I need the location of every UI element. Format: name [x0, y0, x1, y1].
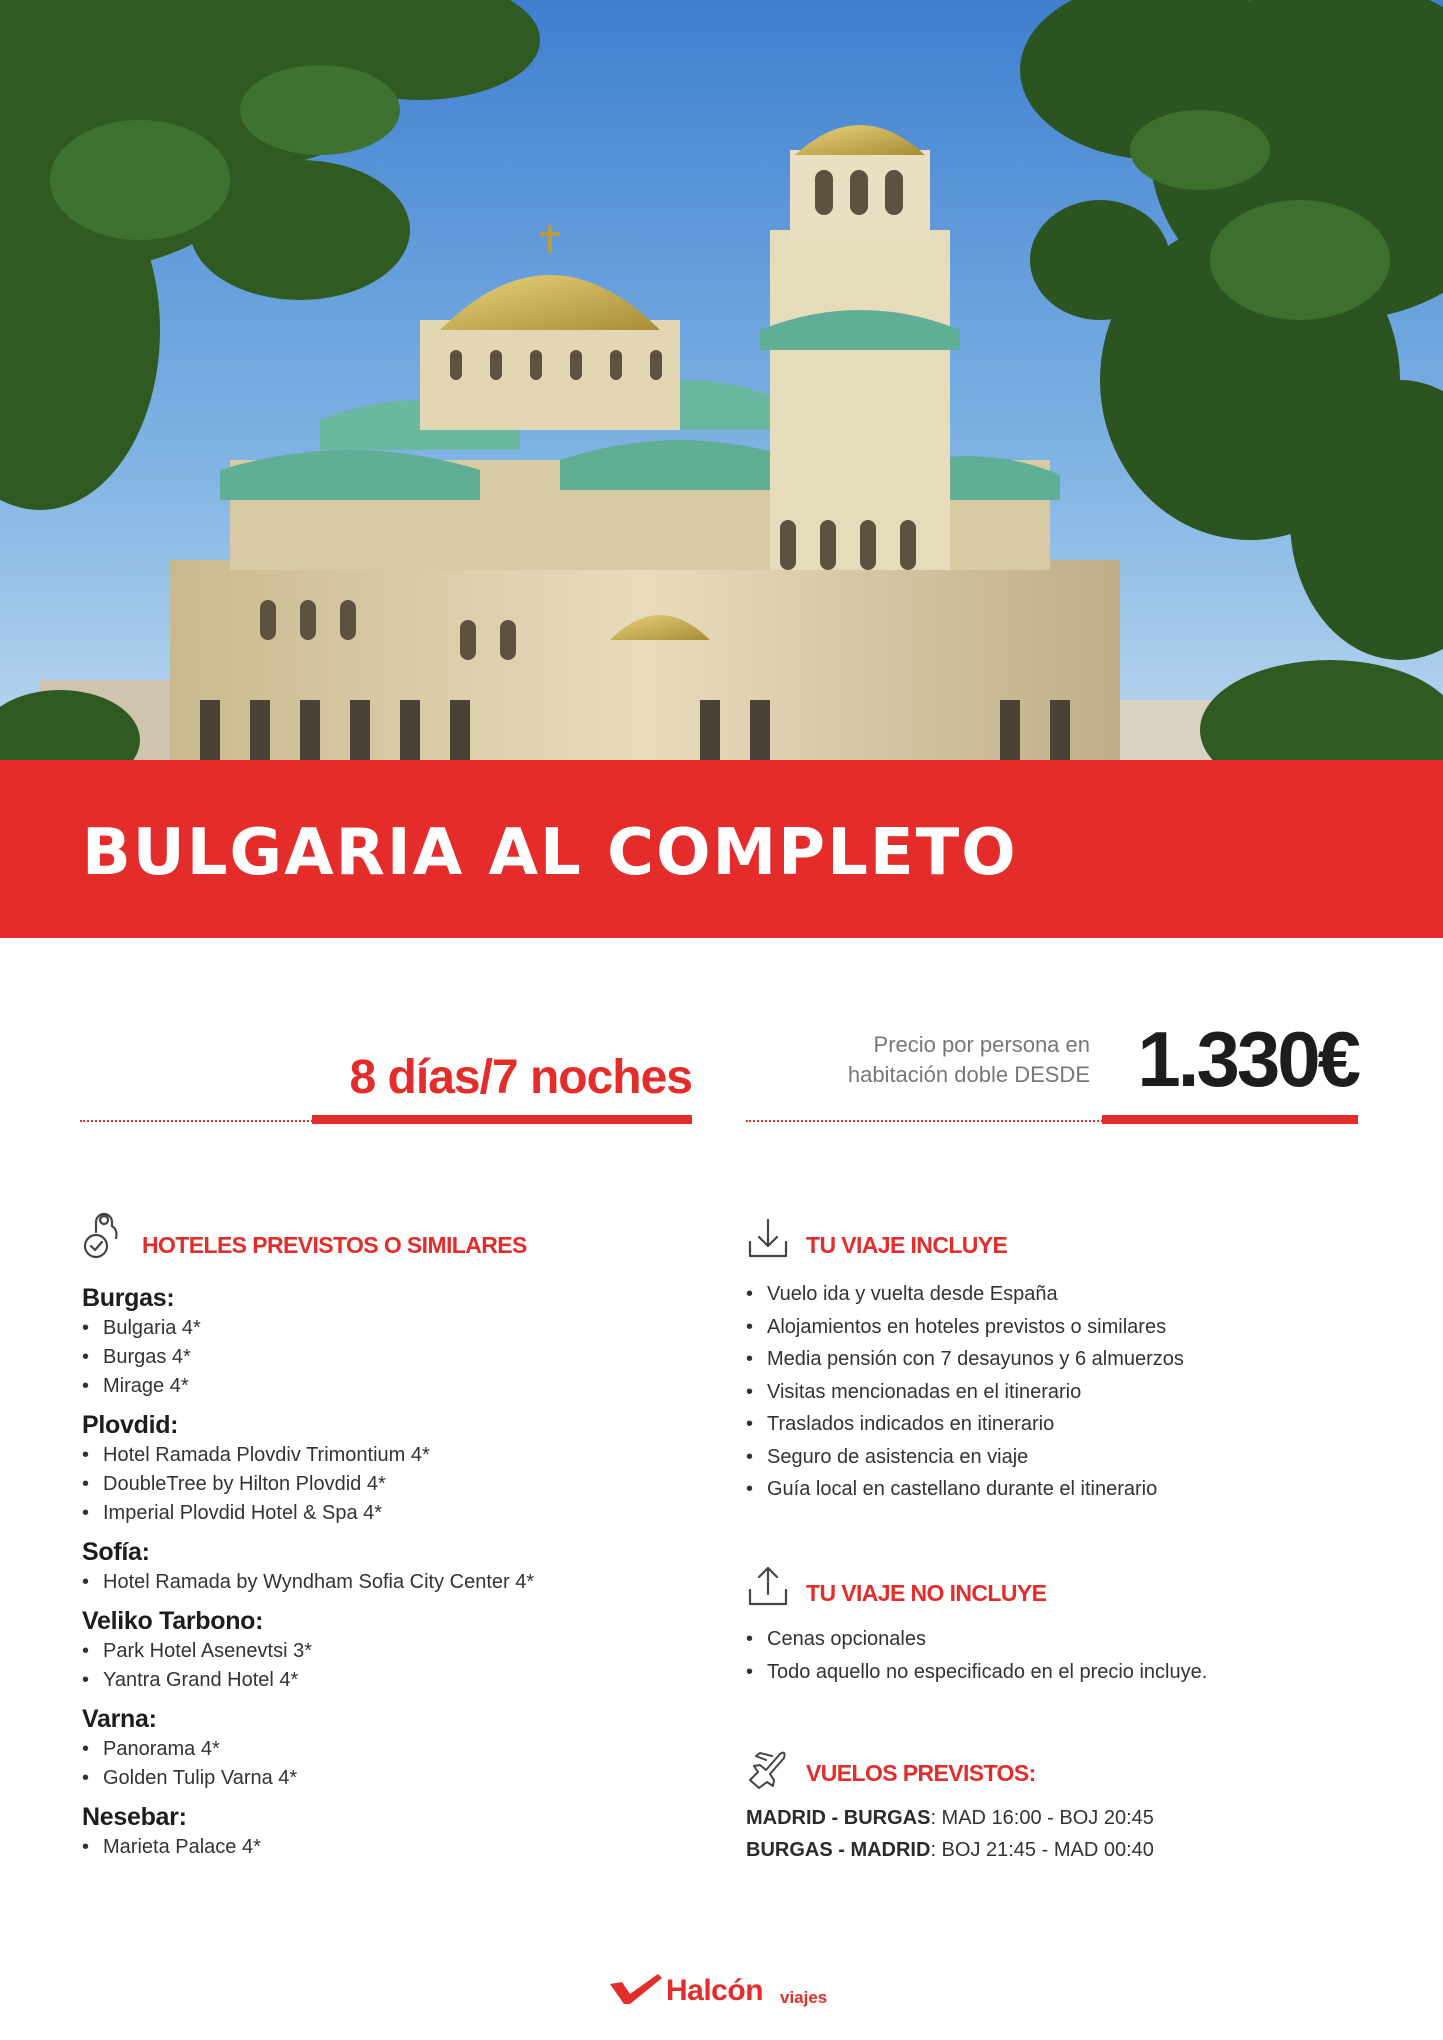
halcon-logo [608, 1968, 848, 2016]
hotel-item: • Bulgaria 4* [82, 1314, 702, 1343]
excludes-heading-label: TU VIAJE NO INCLUYE [806, 1580, 1047, 1606]
excludes-heading [746, 1560, 1346, 1616]
hotels-heading-label: HOTELES PREVISTOS O SIMILARES [142, 1232, 527, 1258]
hotel-items [82, 1441, 702, 1528]
flight-times: : MAD 16:00 - BOJ 20:45 [930, 1807, 1154, 1829]
excludes-list [746, 1623, 1366, 1688]
flights-heading [746, 1740, 1346, 1796]
hero-photo [0, 0, 1443, 760]
title-banner [0, 760, 1443, 938]
city-name: Nesebar: [82, 1803, 187, 1831]
price-label-line1: Precio por persona en [873, 1032, 1090, 1057]
price-label-line2: habitación doble DESDE [847, 1062, 1090, 1087]
hotel-item: • Burgas 4* [82, 1343, 702, 1372]
flight-route: BURGAS - MADRID [746, 1839, 931, 1861]
hotels-heading [82, 1212, 682, 1268]
flight-route: MADRID - BURGAS [746, 1807, 931, 1829]
halcon-bird-icon [608, 1972, 664, 2006]
hotel-item: • Marieta Palace 4* [82, 1833, 702, 1862]
hotel-item: • Hotel Ramada by Wyndham Sofia City Center 4* [82, 1568, 702, 1597]
flight-row [746, 1834, 1154, 1866]
price-label [746, 1030, 1090, 1090]
hotel-items [82, 1314, 702, 1401]
page-title: BULGARIA AL COMPLETO [82, 816, 1018, 890]
airplane-icon [746, 1740, 790, 1792]
flights-heading-label: VUELOS PREVISTOS: [806, 1760, 1036, 1786]
city-name: Plovdid: [82, 1411, 179, 1439]
price-block [746, 1010, 1358, 1122]
hotel-item: • Mirage 4* [82, 1372, 702, 1401]
hotel-item: • Yantra Grand Hotel 4* [82, 1666, 702, 1695]
upload-tray-icon [746, 1560, 790, 1612]
excludes-item: • Cenas opcionales [746, 1623, 1366, 1656]
includes-list [746, 1278, 1366, 1506]
includes-item: • Traslados indicados en itinerario [746, 1408, 1366, 1441]
flight-row [746, 1802, 1154, 1834]
accent-bar [312, 1115, 692, 1124]
hotel-items [82, 1637, 702, 1695]
hotel-list [82, 1282, 702, 1862]
excludes-item: • Todo aquello no especificado en el precio incluye. [746, 1656, 1366, 1689]
price-value: 1.330€ [1137, 1015, 1358, 1103]
city-name: Veliko Tarbono: [82, 1607, 264, 1635]
hotel-item: • Panorama 4* [82, 1735, 702, 1764]
includes-item: • Guía local en castellano durante el itinerario [746, 1473, 1366, 1506]
includes-item: • Vuelo ida y vuelta desde España [746, 1278, 1366, 1311]
logo-brand: Halcón [666, 1974, 764, 2007]
hotel-item: • DoubleTree by Hilton Plovdid 4* [82, 1470, 702, 1499]
flights-list [746, 1802, 1154, 1866]
download-tray-icon [746, 1212, 790, 1264]
flight-times: : BOJ 21:45 - MAD 00:40 [930, 1839, 1154, 1861]
hotel-item: • Golden Tulip Varna 4* [82, 1764, 702, 1793]
hotel-item: • Hotel Ramada Plovdiv Trimontium 4* [82, 1441, 702, 1470]
duration-text: 8 días/7 noches [349, 1051, 692, 1104]
city-name: Sofía: [82, 1538, 150, 1566]
city-name: Varna: [82, 1705, 157, 1733]
accent-bar [1102, 1115, 1358, 1124]
includes-item: • Seguro de asistencia en viaje [746, 1441, 1366, 1474]
includes-item: • Visitas mencionadas en el itinerario [746, 1376, 1366, 1409]
hotel-door-tag-icon [82, 1212, 126, 1264]
includes-heading-label: TU VIAJE INCLUYE [806, 1232, 1008, 1258]
duration-block [80, 1050, 692, 1122]
hotel-items [82, 1735, 702, 1793]
hotel-items [82, 1568, 702, 1597]
hotel-items [82, 1833, 702, 1862]
includes-heading [746, 1212, 1346, 1268]
city-name: Burgas: [82, 1284, 175, 1312]
hotel-item: • Park Hotel Asenevtsi 3* [82, 1637, 702, 1666]
includes-item: • Alojamientos en hoteles previstos o similares [746, 1311, 1366, 1344]
logo-sub: viajes [780, 1988, 828, 2007]
hotel-item: • Imperial Plovdid Hotel & Spa 4* [82, 1499, 702, 1528]
includes-item: • Media pensión con 7 desayunos y 6 almuerzos [746, 1343, 1366, 1376]
